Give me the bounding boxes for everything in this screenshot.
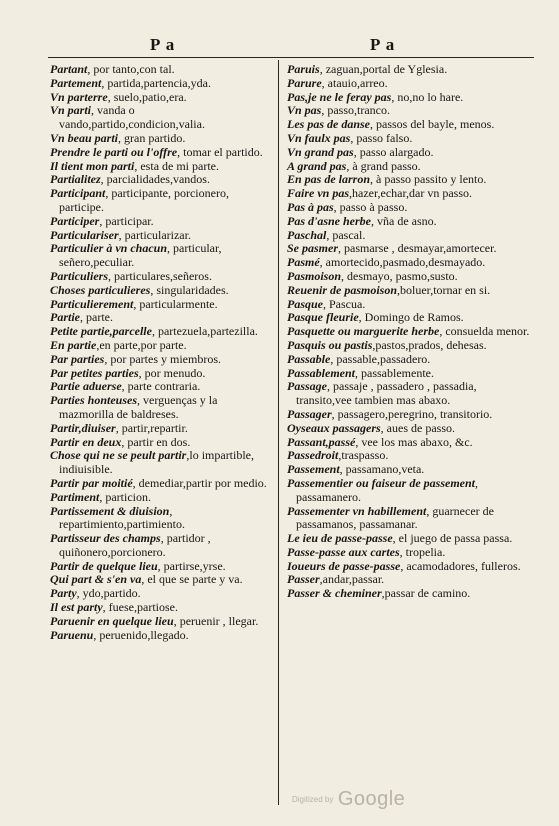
dictionary-entry: [287, 118, 532, 132]
dictionary-entry: [287, 215, 532, 229]
entry-headword: Paruis: [287, 62, 320, 76]
entry-translation: ,hazer,echar,dar vn passo.: [349, 186, 472, 201]
entry-translation: , pasmarse , desmayar,amortecer.: [338, 241, 497, 256]
running-header-right: P a: [370, 35, 396, 54]
dictionary-entry: [287, 560, 532, 574]
entry-headword: Particulierement: [50, 296, 134, 311]
entry-headword: Particuliers: [50, 268, 109, 283]
entry-translation: , vanda o vando,partido,condicion,valia.: [59, 103, 205, 132]
dictionary-entry: [50, 77, 274, 91]
entry-headword: Petite partie,parcelle: [50, 324, 152, 339]
dictionary-entry: [287, 408, 532, 422]
entry-headword: Pasque: [287, 296, 323, 311]
dictionary-entry: [287, 367, 532, 381]
entry-headword: Il est party: [50, 600, 103, 615]
entry-headword: Il tient mon parti: [50, 158, 135, 173]
entry-headword: Passer: [287, 572, 320, 587]
dictionary-entry: [50, 380, 274, 394]
entry-headword: Partissement & diuision: [50, 503, 170, 518]
google-watermark: [292, 788, 405, 811]
dictionary-entry: [287, 449, 532, 463]
entry-headword: Pasmoison: [287, 268, 342, 283]
running-header-left: P a: [150, 35, 176, 54]
entry-headword: Vn parti: [50, 103, 92, 118]
dictionary-entry: [287, 201, 532, 215]
dictionary-entry: [287, 477, 532, 505]
entry-translation: , passos del bayle, menos.: [370, 117, 495, 132]
entry-translation: , verguenças y la mazmorilla de baldreses.: [59, 393, 218, 421]
entry-translation: ,boluer,tornar en si.: [397, 282, 491, 297]
entry-translation: , passagero,peregrino, transitorio.: [331, 406, 493, 421]
entry-translation: , partir,repartir.: [115, 420, 188, 435]
entry-translation: , parte contraria.: [121, 379, 201, 394]
dictionary-entry: [287, 546, 532, 560]
entry-headword: Partir par moitié: [50, 475, 133, 490]
dictionary-entry: [287, 187, 532, 201]
dictionary-entry: [50, 91, 274, 105]
entry-translation: , tomar el partido.: [177, 144, 263, 159]
entry-translation: , el que se parte y va.: [141, 572, 243, 587]
entry-headword: Pasmé: [287, 255, 320, 270]
entry-translation: , partidor , quiñonero,porcionero.: [59, 531, 211, 559]
dictionary-entry: [287, 587, 532, 601]
dictionary-entry: [50, 367, 274, 381]
entry-translation: , ydo,partido.: [76, 586, 141, 601]
entry-headword: Pasque fleurie: [287, 310, 359, 325]
entry-headword: Choses particulieres: [50, 282, 151, 297]
dictionary-entry: [50, 601, 274, 615]
dictionary-entry: [50, 146, 274, 160]
dictionary-entry: [287, 436, 532, 450]
dictionary-entry: [50, 629, 274, 643]
dictionary-entry: [50, 270, 274, 284]
dictionary-entry: [50, 449, 274, 477]
entry-headword: Pas à pas: [287, 199, 334, 214]
dictionary-entry: [287, 104, 532, 118]
entry-translation: , à passo passito y lento.: [370, 172, 487, 187]
entry-translation: ,lo impartible, indiuisible.: [59, 448, 255, 477]
dictionary-entry: [287, 270, 532, 284]
dictionary-entry: [50, 63, 274, 77]
entry-translation: ,andar,passar.: [319, 572, 385, 587]
dictionary-entry: [50, 436, 274, 450]
entry-translation: , passablemente.: [355, 365, 434, 380]
entry-translation: , passo falso.: [350, 130, 413, 145]
entry-headword: Passant,passé: [287, 434, 356, 449]
entry-translation: , peruenido,llegado.: [93, 627, 189, 642]
entry-headword: Paruenir en quelque lieu: [50, 613, 174, 628]
entry-headword: Partialitez: [50, 172, 101, 187]
entry-headword: Chose qui ne se peult partir: [50, 448, 187, 463]
entry-headword: Pas d'asne herbe: [287, 213, 371, 228]
entry-translation: , no,no lo hare.: [391, 89, 464, 104]
entry-headword: Vn faulx pas: [287, 130, 351, 145]
entry-translation: , aues de passo.: [380, 420, 455, 435]
entry-headword: Passablement: [287, 365, 355, 380]
entry-headword: Vn grand pas: [287, 144, 354, 159]
entry-translation: , passaje , passadero , passadia, transito,vee tambien mas abaxo.: [296, 379, 477, 408]
dictionary-entry: [50, 187, 274, 215]
entry-headword: Partie aduerse: [50, 379, 122, 394]
dictionary-entry: [287, 146, 532, 160]
entry-translation: , passamano,veta.: [339, 462, 425, 477]
entry-headword: Vn beau parti: [50, 130, 119, 145]
entry-headword: Reuenir de pasmoison: [287, 282, 398, 297]
dictionary-entry: [50, 242, 274, 270]
entry-headword: Party: [50, 586, 77, 601]
dictionary-entry: [50, 104, 274, 132]
dictionary-entry: [50, 173, 274, 187]
dictionary-entry: [50, 573, 274, 587]
dictionary-entry: [50, 132, 274, 146]
entry-translation: , particion.: [99, 489, 151, 504]
entry-headword: Se pasmer: [287, 241, 338, 256]
entry-translation: , desmayo, pasmo,susto.: [341, 268, 458, 283]
entry-translation: , Pascua.: [323, 296, 366, 311]
entry-headword: Passement: [287, 462, 340, 477]
dictionary-entry: [287, 63, 532, 77]
entry-translation: , el juego de passa passa.: [392, 531, 513, 546]
dictionary-entry: [287, 132, 532, 146]
dictionary-entry: [287, 77, 532, 91]
entry-translation: , por tanto,con tal.: [87, 62, 175, 76]
entry-translation: , por partes y miembros.: [104, 351, 221, 366]
dictionary-entry: [287, 353, 532, 367]
entry-headword: Paschal: [287, 227, 327, 242]
entry-translation: , particular, señero,peculiar.: [59, 241, 222, 270]
entry-translation: , partirse,yrse.: [157, 558, 226, 573]
entry-headword: Pas,je ne le feray pas: [287, 89, 392, 104]
entry-headword: Qui part & s'en va: [50, 572, 142, 587]
column-divider: [278, 60, 279, 805]
dictionary-entry: [50, 298, 274, 312]
dictionary-entry: [287, 284, 532, 298]
entry-translation: , particularizar.: [118, 227, 191, 242]
entry-translation: , participar.: [99, 213, 154, 228]
entry-translation: , partida,partencia,yda.: [101, 75, 211, 90]
dictionary-entry: [287, 325, 532, 339]
entry-translation: , repartimiento,partimiento.: [59, 503, 185, 532]
dictionary-entry: [287, 242, 532, 256]
entry-translation: , passo,tranco.: [321, 103, 391, 118]
dictionary-entry: [50, 339, 274, 353]
dictionary-entry: [287, 380, 532, 408]
google-logo: Google: [337, 788, 406, 810]
entry-headword: Participer: [50, 213, 100, 228]
entry-headword: Partie: [50, 310, 80, 325]
dictionary-entry: [50, 394, 274, 422]
dictionary-entry: [287, 339, 532, 353]
entry-headword: Passager: [287, 406, 332, 421]
entry-translation: ,passar de camino.: [381, 586, 471, 601]
entry-headword: Partir de quelque lieu: [50, 558, 158, 573]
dictionary-entry: [50, 491, 274, 505]
entry-headword: En partie: [50, 337, 97, 352]
entry-headword: Passable: [287, 351, 331, 366]
entry-headword: Particulier à vn chacun: [50, 241, 168, 256]
dictionary-entry: [50, 160, 274, 174]
entry-translation: , vña de asno.: [371, 213, 437, 228]
entry-headword: Passedroit: [287, 448, 339, 463]
entry-headword: Pasquette ou marguerite herbe: [287, 324, 440, 339]
entry-translation: , acamodadores, fulleros.: [400, 558, 521, 573]
entry-translation: , à grand passo.: [346, 158, 421, 173]
entry-headword: Particulariser: [50, 227, 119, 242]
entry-headword: Partisseur des champs: [50, 531, 161, 546]
dictionary-entry: [50, 477, 274, 491]
dictionary-entry: [287, 505, 532, 533]
entry-translation: , partir en dos.: [121, 434, 191, 449]
dictionary-entry: [287, 256, 532, 270]
entry-headword: Participant: [50, 186, 106, 201]
entry-headword: Vn pas: [287, 103, 322, 118]
entry-headword: Oyseaux passagers: [287, 420, 381, 435]
entry-translation: , parte.: [80, 310, 113, 325]
dictionary-entry: [50, 560, 274, 574]
entry-translation: , partezuela,partezilla.: [151, 324, 258, 339]
entry-headword: Partiment: [50, 489, 100, 504]
dictionary-entry: [50, 615, 274, 629]
entry-translation: , suelo,patio,era.: [107, 89, 187, 104]
entry-headword: Par parties: [50, 351, 105, 366]
dictionary-entry: [287, 463, 532, 477]
entry-translation: , zaguan,portal de Yglesia.: [319, 62, 448, 76]
entry-translation: ,pastos,prados, dehesas.: [372, 337, 487, 352]
entry-headword: Passe-passe aux cartes: [287, 544, 400, 559]
entry-headword: Prendre le parti ou l'offre: [50, 144, 178, 159]
dictionary-entry: [50, 505, 274, 533]
entry-translation: ,en parte,por parte.: [96, 337, 187, 352]
entry-translation: , singularidades.: [150, 282, 229, 297]
entry-headword: Parties honteuses: [50, 393, 138, 408]
entry-headword: Le ieu de passe-passe: [287, 531, 393, 546]
entry-translation: , gran partido.: [118, 130, 186, 145]
dictionary-entry: [287, 311, 532, 325]
dictionary-entry: [50, 284, 274, 298]
right-column: [287, 63, 532, 601]
entry-headword: Pasquis ou pastis: [287, 337, 373, 352]
entry-translation: , passo alargado.: [353, 144, 434, 159]
entry-translation: , guarnecer de passamanos, passamanar.: [296, 503, 494, 532]
header-rule: [48, 57, 534, 58]
entry-translation: , passamanero.: [296, 475, 478, 504]
dictionary-entry: [287, 298, 532, 312]
dictionary-entry: [50, 215, 274, 229]
entry-translation: , Domingo de Ramos.: [358, 310, 464, 325]
entry-translation: , amortecido,pasmado,desmayado.: [319, 255, 486, 270]
dictionary-entry: [287, 160, 532, 174]
entry-headword: Par petites parties: [50, 365, 139, 380]
entry-headword: Passementier ou faiseur de passement: [287, 475, 475, 490]
dictionary-entry: [50, 353, 274, 367]
dictionary-entry: [287, 91, 532, 105]
watermark-prefix: Digitized by: [292, 795, 334, 804]
entry-headword: Paruenu: [50, 627, 94, 642]
entry-translation: , atauio,arreo.: [321, 75, 388, 90]
entry-translation: , esta de mi parte.: [134, 158, 219, 173]
dictionary-entry: [50, 532, 274, 560]
dictionary-entry: [50, 311, 274, 325]
entry-headword: Vn parterre: [50, 89, 108, 104]
entry-headword: Les pas de danse: [287, 117, 370, 132]
entry-translation: , particulares,señeros.: [108, 268, 212, 283]
entry-translation: , vee los mas abaxo, &c.: [355, 434, 473, 449]
entry-translation: , passable,passadero.: [330, 351, 431, 366]
dictionary-entry: [287, 229, 532, 243]
dictionary-entry: [287, 532, 532, 546]
entry-translation: , particularmente.: [133, 296, 218, 311]
entry-translation: , consuelda menor.: [439, 324, 530, 339]
entry-headword: Partant: [50, 62, 88, 76]
entry-translation: ,traspasso.: [338, 448, 389, 463]
entry-headword: Partement: [50, 75, 102, 90]
entry-translation: , peruenir , llegar.: [173, 613, 259, 628]
left-column: [50, 63, 274, 642]
entry-translation: , pascal.: [326, 227, 366, 242]
entry-headword: Partir en deux: [50, 434, 122, 449]
entry-translation: , tropelia.: [399, 544, 446, 559]
entry-translation: , passo à passo.: [333, 199, 408, 214]
entry-translation: , participante, porcionero, participe.: [59, 186, 229, 214]
entry-headword: Passer & cheminer: [287, 586, 382, 601]
dictionary-entry: [50, 229, 274, 243]
dictionary-entry: [287, 173, 532, 187]
dictionary-entry: [50, 587, 274, 601]
entry-translation: , por menudo.: [138, 365, 206, 380]
entry-translation: , demediar,partir por medio.: [132, 475, 267, 490]
entry-headword: Parure: [287, 75, 322, 90]
entry-headword: Ioueurs de passe-passe: [287, 558, 401, 573]
entry-translation: , parcialidades,vandos.: [100, 172, 210, 187]
entry-headword: Passementer vn habillement: [287, 503, 427, 518]
dictionary-entry: [287, 573, 532, 587]
entry-headword: En pas de larron: [287, 172, 371, 187]
dictionary-entry: [287, 422, 532, 436]
dictionary-entry: [50, 325, 274, 339]
entry-headword: Faire vn pas: [287, 186, 350, 201]
dictionary-entry: [50, 422, 274, 436]
entry-headword: Passage: [287, 379, 327, 394]
entry-translation: , fuese,partiose.: [102, 600, 178, 615]
entry-headword: Partir,diuiser: [50, 420, 116, 435]
entry-headword: A grand pas: [287, 158, 347, 173]
